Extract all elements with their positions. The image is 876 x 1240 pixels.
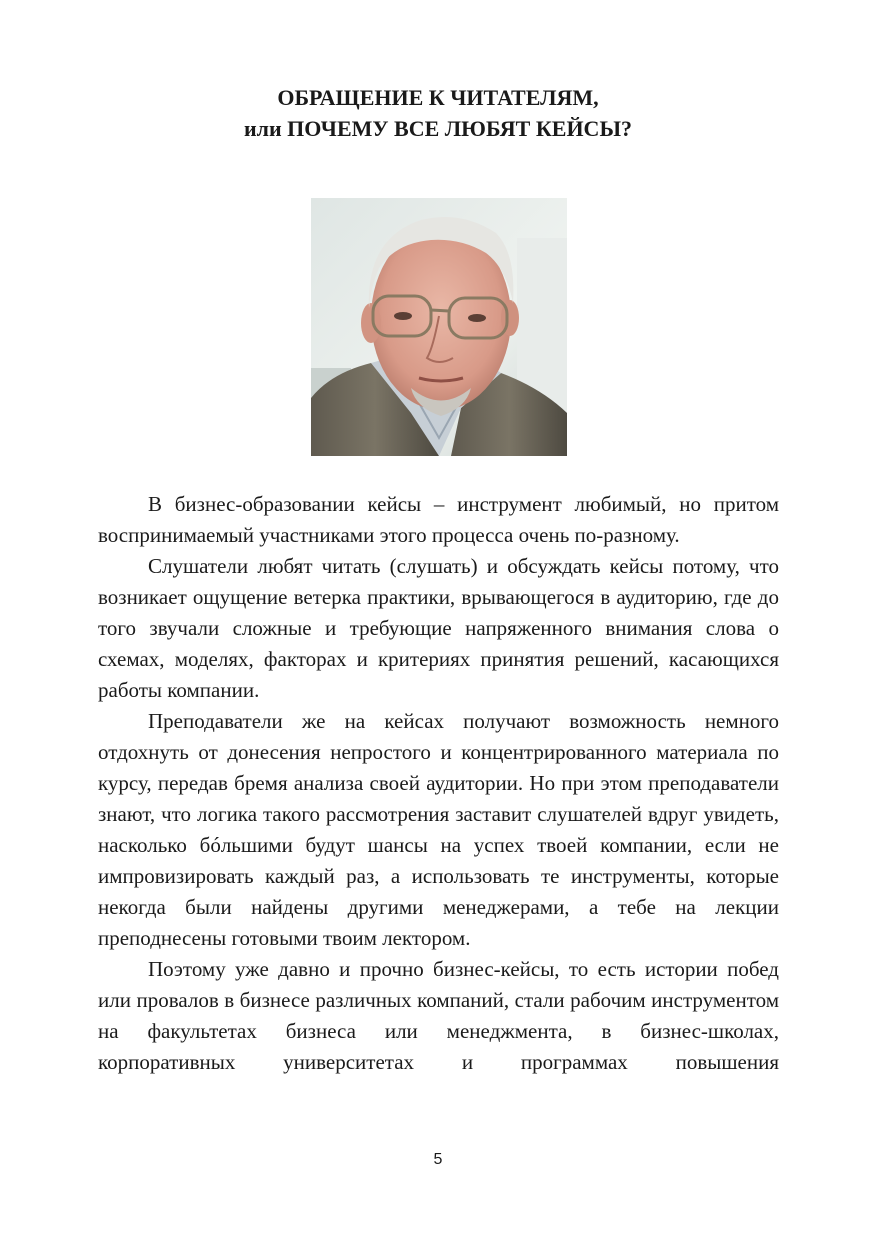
body-text [98, 489, 779, 1078]
title-line-2: или ПОЧЕМУ ВСЕ ЛЮБЯТ КЕЙСЫ? [243, 116, 633, 141]
page-number: 5 [433, 1151, 443, 1168]
paragraph-1: В бизнес-образовании кейсы – инструмент любимый, но притом воспринимаемый участниками этого процесса очень по-разному. [98, 492, 779, 547]
title-line-1: ОБРАЩЕНИЕ К ЧИТАТЕЛЯМ, [277, 85, 599, 110]
paragraph-3: Преподаватели же на кейсах получают возможность немного отдохнуть от донесения непростого и концентрированного материала по курсу, передав бремя анализа своей аудитории. Но при этом преподаватели знают, что логика такого рассмотрения заставит слушателей вдруг увидеть, насколько бóльшими будут шансы на успех твоей компании, если не импровизировать каждый раз, а использовать те инструменты, которые некогда были найдены другими менеджерами, а тебе на лекции преподнесены готовыми твоим лектором. [98, 709, 779, 950]
author-portrait [311, 198, 567, 456]
paragraph-4: Поэтому уже давно и прочно бизнес-кейсы, то есть истории побед или провалов в бизнесе различных компаний, стали рабочим инструментом на факультетах бизнеса или менеджмента, в бизнес-школах, корпоративных университетах и программах повышения [98, 957, 779, 1074]
page-title [96, 82, 780, 144]
paragraph-2: Слушатели любят читать (слушать) и обсуждать кейсы потому, что возникает ощущение ветерка практики, врывающегося в аудиторию, где до того звучали сложные и требующие напряженного внимания слова о схемах, моделях, факторах и критериях принятия решений, касающихся работы компании. [98, 554, 779, 702]
